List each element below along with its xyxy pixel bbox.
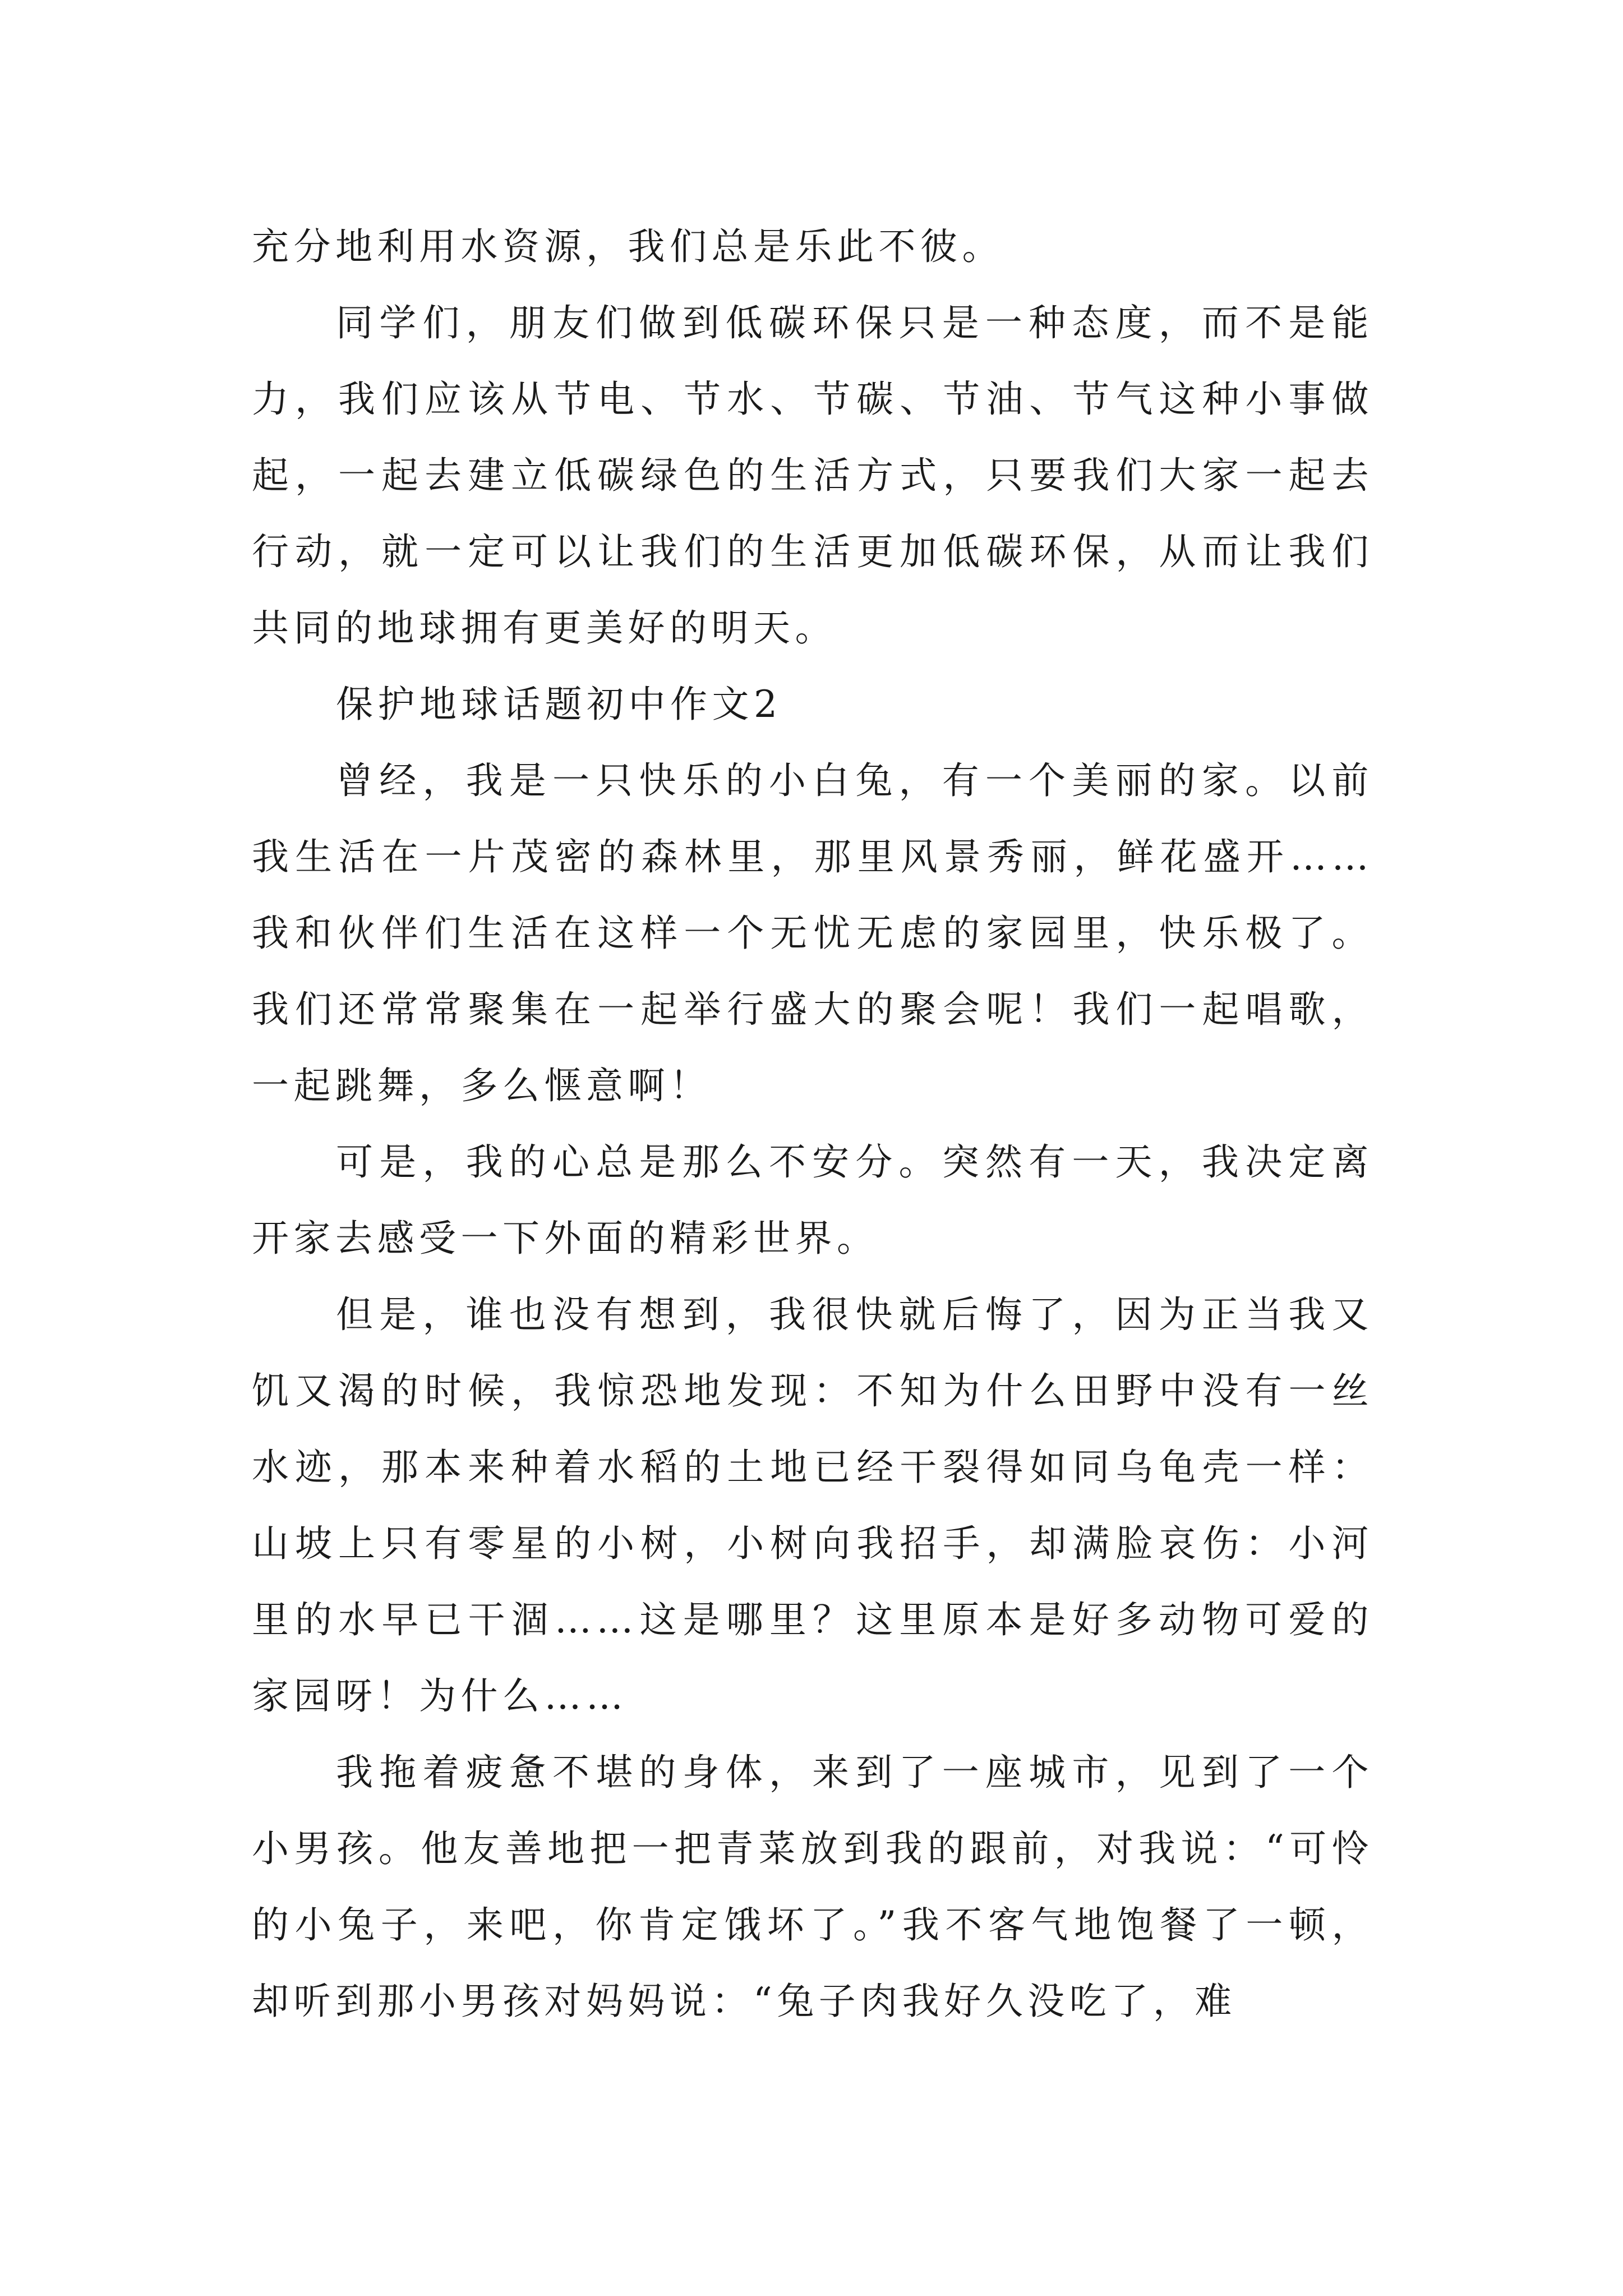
document-body xyxy=(252,209,1373,2040)
paragraph-5: 但是，谁也没有想到，我很快就后悔了，因为正当我又饥又渴的时候，我惊恐地发现：不知为什么田野中没有一丝水迹，那本来种着水稻的土地已经干裂得如同乌龟壳一样：山坡上只有零星的小树，小树向我招手，却满脸哀伤：小河里的水早已干涸……这是哪里？这里原本是好多动物可爱的家园呀！为什么…… xyxy=(252,1293,1373,1718)
paragraph-3: 曾经，我是一只快乐的小白兔，有一个美丽的家。以前我生活在一片茂密的森林里，那里风景秀丽，鲜花盛开……我和伙伴们生活在这样一个无忧无虑的家园里，快乐极了。我们还常常聚集在一起举行盛大的聚会呢！我们一起唱歌，一起跳舞，多么惬意啊！ xyxy=(252,759,1373,1107)
paragraph-4: 可是，我的心总是那么不安分。突然有一天，我决定离开家去感受一下外面的精彩世界。 xyxy=(252,1140,1373,1260)
section-heading: 保护地球话题初中作文2 xyxy=(336,683,782,726)
paragraph-2: 同学们，朋友们做到低碳环保只是一种态度，而不是能力，我们应该从节电、节水、节碳、节油、节气这种小事做起，一起去建立低碳绿色的生活方式，只要我们大家一起去行动，就一定可以让我们的生活更加低碳环保，从而让我们共同的地球拥有更美好的明天。 xyxy=(252,301,1373,650)
paragraph-6: 我拖着疲惫不堪的身体，来到了一座城市，见到了一个小男孩。他友善地把一把青菜放到我的跟前，对我说：“可怜的小兔子，来吧，你肯定饿坏了。”我不客气地饱餐了一顿，却听到那小男孩对妈妈说：“兔子肉我好久没吃了，难 xyxy=(252,1751,1373,2023)
paragraph-1: 充分地利用水资源，我们总是乐此不彼。 xyxy=(252,225,1004,268)
